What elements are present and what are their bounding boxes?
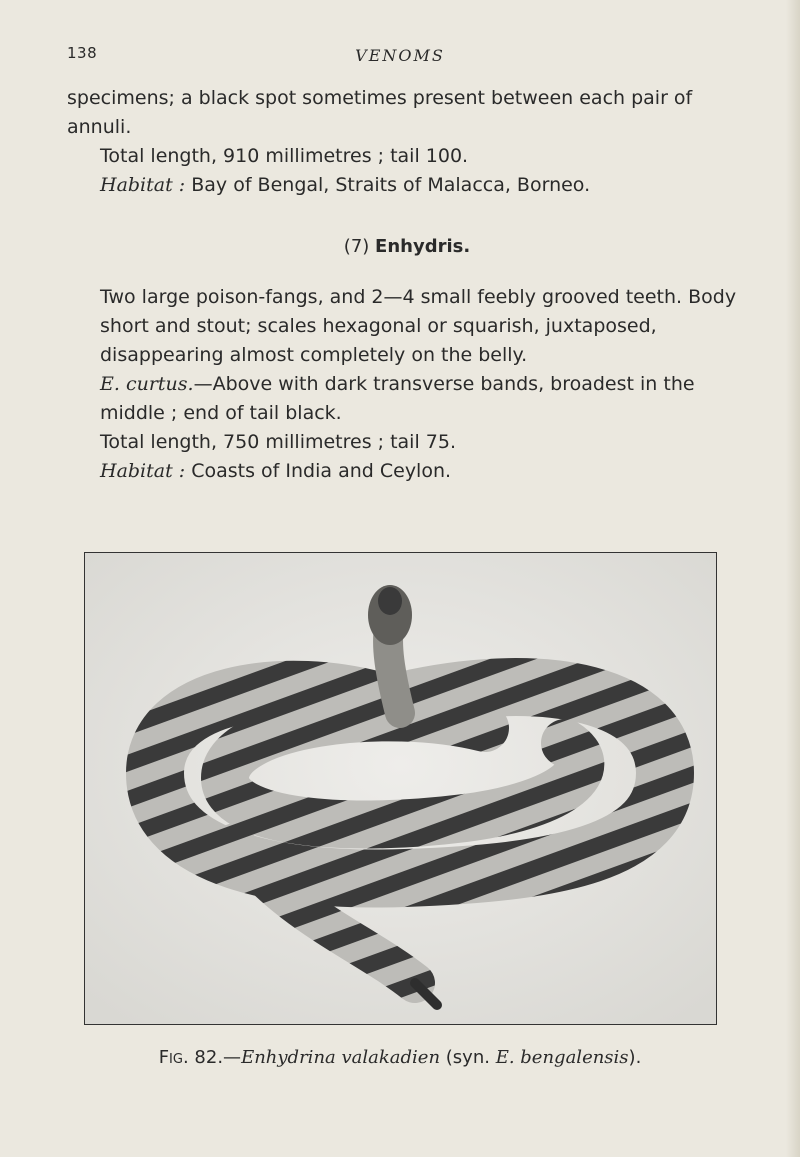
running-head: VENOMS [355, 46, 445, 65]
figure-caption [0, 1047, 800, 1068]
figure-species: Enhydrina valakadien [241, 1047, 441, 1068]
page-number: 138 [67, 44, 98, 62]
snake-illustration [85, 553, 716, 1024]
section-title: Enhydris. [375, 236, 471, 257]
paragraph-total-length-1: Total length, 910 millimetres ; tail 100. [100, 145, 469, 167]
section-heading [67, 232, 747, 261]
species-name: E. curtus. [100, 373, 194, 395]
page-edge-shadow [786, 0, 800, 1157]
section-number: (7) [343, 236, 370, 257]
paragraph-total-length-2: Total length, 750 millimetres ; tail 75. [100, 431, 456, 453]
figure-syn-prefix: (syn. [445, 1047, 490, 1068]
body-text [67, 84, 747, 486]
habitat-text: Coasts of India and Ceylon. [191, 460, 452, 482]
page-header [0, 44, 800, 74]
paragraph-habitat-1 [67, 171, 747, 200]
snake-photograph [84, 552, 717, 1025]
habitat-label: Habitat : [100, 460, 186, 482]
habitat-label: Habitat : [100, 174, 186, 196]
figure-number: 82.— [194, 1047, 242, 1068]
paragraph-habitat-2 [67, 457, 747, 486]
paragraph-annuli: specimens; a black spot sometimes present between each pair of annuli. [67, 87, 693, 138]
habitat-text: Bay of Bengal, Straits of Malacca, Borneo. [191, 174, 591, 196]
paragraph-description: Two large poison-fangs, and 2—4 small feebly grooved teeth. Body short and stout; scales hexagonal or squarish, juxtaposed, disappearing almost completely on the belly. [100, 286, 737, 366]
figure-syn-name: E. bengalensis [495, 1047, 629, 1068]
species-text: —Above with dark transverse bands, broadest in the middle ; end of tail black. [100, 373, 695, 424]
figure-syn-suffix: ). [628, 1047, 642, 1068]
figure-label: Fig. [158, 1047, 189, 1068]
paragraph-species [67, 370, 747, 428]
